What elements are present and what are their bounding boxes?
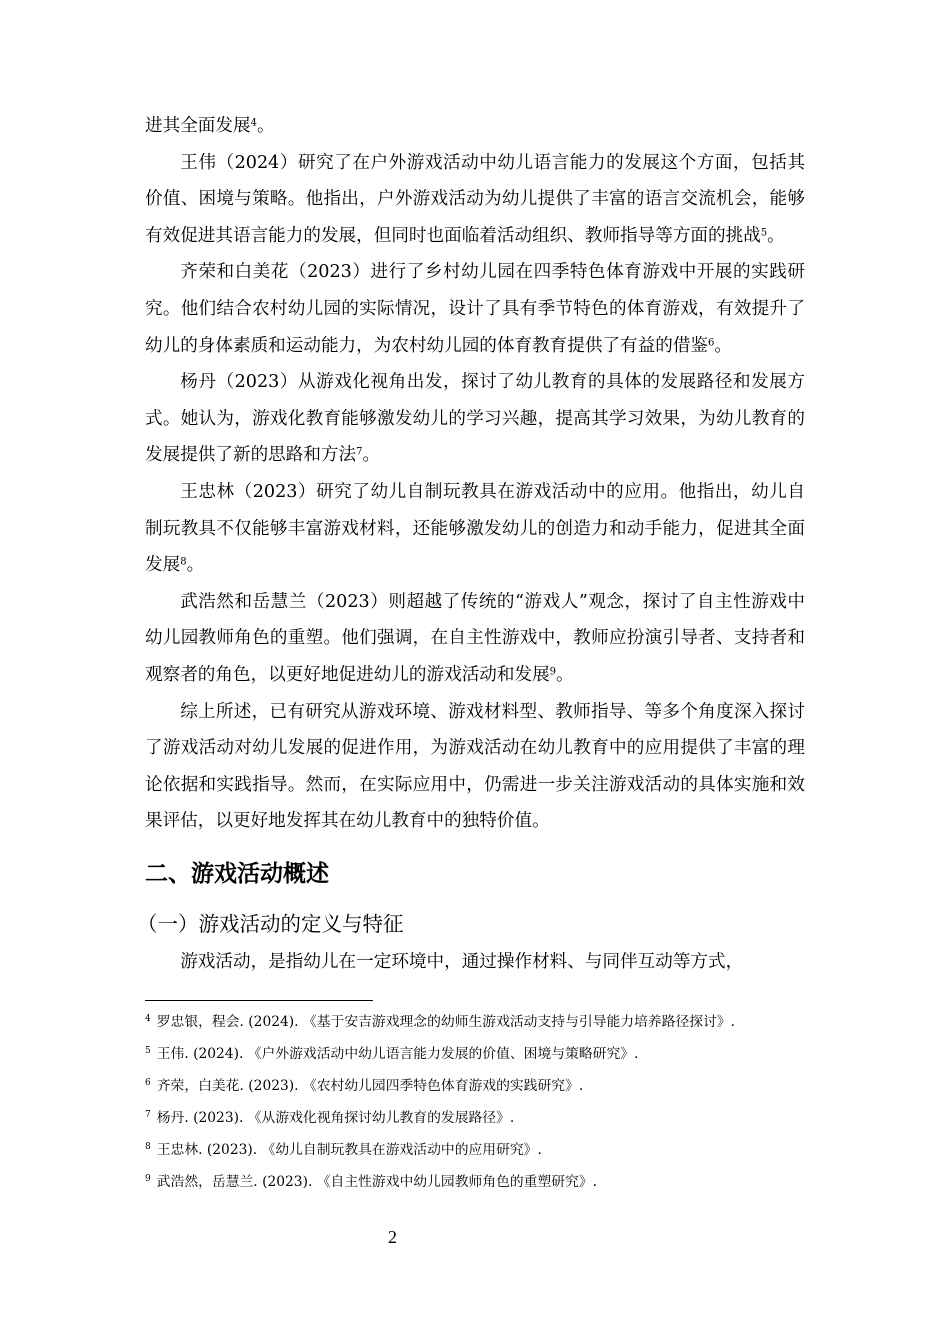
footnote-ref: 4 (250, 117, 257, 129)
section-heading: 二、游戏活动概述 (145, 860, 329, 887)
footnote-number: 9 (145, 1173, 151, 1184)
paragraph-6 (145, 584, 805, 694)
footnote-4 (145, 1008, 810, 1036)
footnote-number: 4 (145, 1013, 151, 1024)
footnote-text: 杨丹. (2023). 《从游戏化视角探讨幼儿教育的发展路径》. (156, 1110, 515, 1126)
paragraph-3 (145, 254, 805, 364)
paragraph-tail: 。 (256, 116, 275, 136)
paragraph-7 (145, 694, 805, 840)
footnote-ref: 5 (760, 227, 768, 239)
paragraph-tail: 。 (186, 555, 205, 576)
footnote-divider (145, 1000, 373, 1001)
page-number: 2 (388, 1227, 397, 1247)
paragraph-tail: 。 (556, 664, 574, 685)
footnote-5 (145, 1040, 810, 1068)
paragraph-tail: 。 (767, 225, 785, 246)
footnote-text: 齐荣，白美花. (2023). 《农村幼儿园四季特色体育游戏的实践研究》. (156, 1078, 584, 1094)
footnote-7 (145, 1104, 810, 1132)
paragraph-text: 进其全面发展 (145, 116, 251, 136)
paragraph-1 (145, 108, 805, 145)
paragraph-5 (145, 474, 805, 584)
paragraph-tail: 。 (714, 335, 732, 356)
body-text (137, 108, 805, 980)
paragraph-8: 游戏活动，是指幼儿在一定环境中，通过操作材料、与同伴互动等方式， (180, 951, 744, 972)
footnote-ref: 9 (549, 666, 557, 678)
footnote-ref: 6 (708, 337, 715, 349)
footnotes (145, 1008, 810, 1200)
paragraph-text: 杨丹（2023）从游戏化视角出发，探讨了幼儿教育的具体的发展路径和发展方式。她认为，游戏化教育能够激发幼儿的学习兴趣，提高其学习效果，为幼儿教育的发展提供了新的思路和方法 (145, 372, 805, 466)
paragraph-text: 齐荣和白美花（2023）进行了乡村幼儿园在四季特色体育游戏中开展的实践研究。他们结合农村幼儿园的实际情况，设计了具有季节特色的体育游戏，有效提升了幼儿的身体素质和运动能力，为农村幼儿园的体育教育提供了有益的借鉴 (145, 262, 805, 356)
footnote-text: 王忠林. (2023). 《幼儿自制玩教具在游戏活动中的应用研究》. (156, 1142, 542, 1158)
subsection-heading: （一）游戏活动的定义与特征 (137, 911, 404, 936)
footnote-ref: 7 (356, 446, 363, 458)
footnote-number: 5 (145, 1045, 151, 1056)
footnote-text: 罗忠银，程会. (2024). 《基于安吉游戏理念的幼师生游戏活动支持与引导能力培养路径探讨》. (156, 1014, 736, 1030)
paragraph-text: 综上所述，已有研究从游戏环境、游戏材料型、教师指导、等多个角度深入探讨了游戏活动对幼儿发展的促进作用，为游戏活动在幼儿教育中的应用提供了丰富的理论依据和实践指导。然而，在实际应用中，仍需进一步关注游戏活动的具体实施和效果评估，以更好地发挥其在幼儿教育中的独特价值。 (145, 701, 805, 832)
footnote-text: 王伟. (2024). 《户外游戏活动中幼儿语言能力发展的价值、困境与策略研究》. (156, 1046, 639, 1062)
footnote-text: 武浩然，岳慧兰. (2023). 《自主性游戏中幼儿园教师角色的重塑研究》. (156, 1174, 598, 1190)
footnote-number: 8 (145, 1141, 151, 1152)
footnote-number: 7 (145, 1109, 151, 1120)
footnote-ref: 8 (180, 556, 187, 568)
paragraph-2 (145, 145, 805, 255)
footnote-number: 6 (145, 1077, 151, 1088)
paragraph-text: 王伟（2024）研究了在户外游戏活动中幼儿语言能力的发展这个方面，包括其价值、困境与策略。他指出，户外游戏活动为幼儿提供了丰富的语言交流机会，能够有效促进其语言能力的发展，但同时也面临着活动组织、教师指导等方面的挑战 (145, 152, 805, 246)
footnote-9 (145, 1168, 810, 1196)
footnote-6 (145, 1072, 810, 1100)
paragraph-tail: 。 (362, 445, 381, 466)
paragraph-4 (145, 364, 805, 474)
paragraph-text: 武浩然和岳慧兰（2023）则超越了传统的“游戏人”观念，探讨了自主性游戏中幼儿园教师角色的重塑。他们强调，在自主性游戏中，教师应扮演引导者、支持者和观察者的角色，以更好地促进幼儿的游戏活动和发展 (145, 591, 805, 685)
footnote-8 (145, 1136, 810, 1164)
paragraph-text: 王忠林（2023）研究了幼儿自制玩教具在游戏活动中的应用。他指出，幼儿自制玩教具不仅能够丰富游戏材料，还能够激发幼儿的创造力和动手能力，促进其全面发展 (145, 481, 805, 576)
